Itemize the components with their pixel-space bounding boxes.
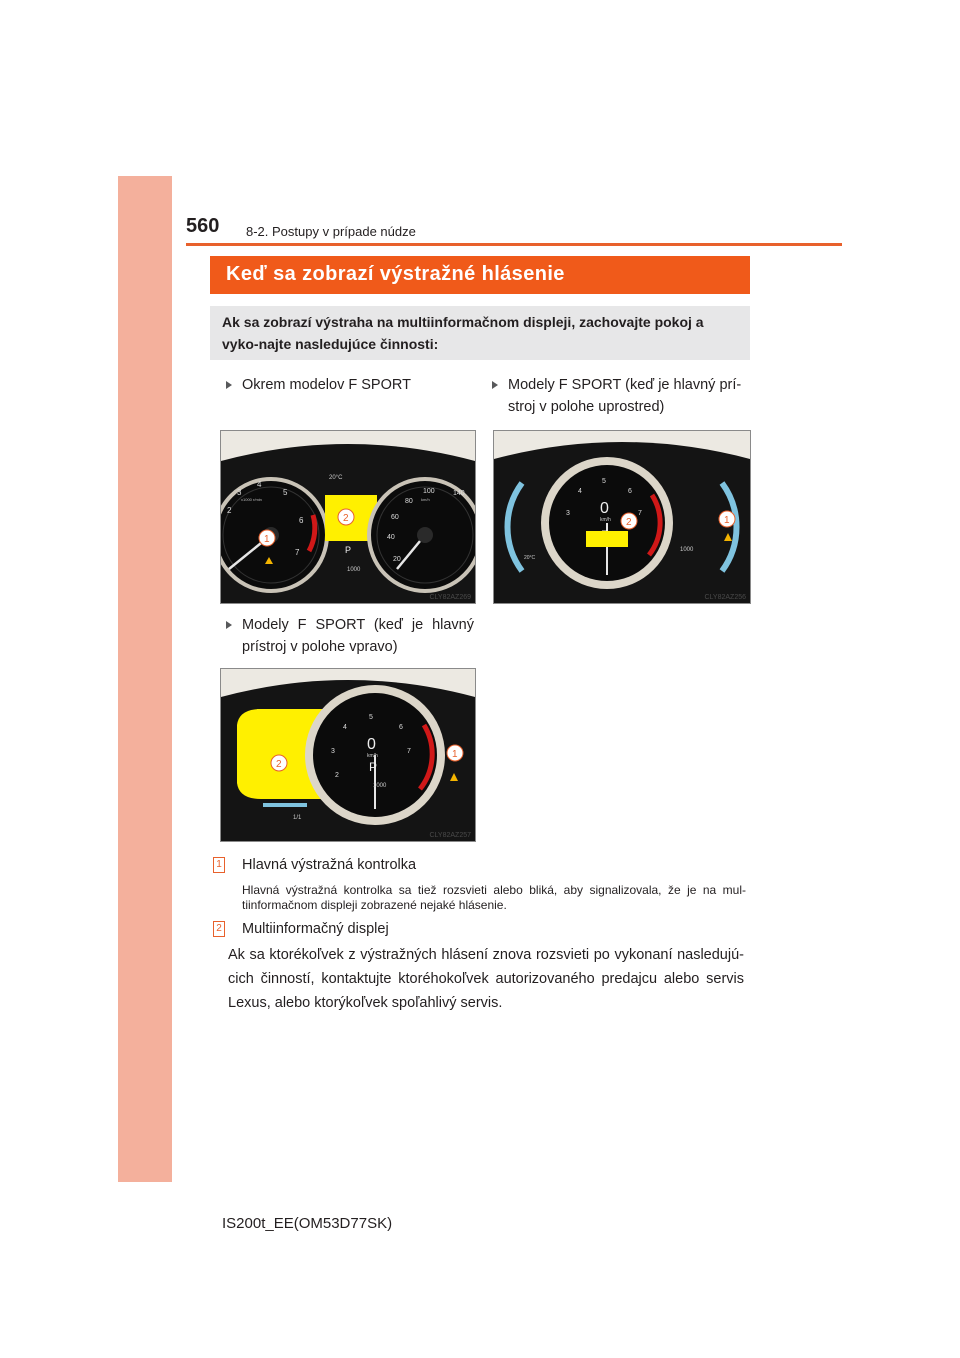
tick-label: 60	[391, 514, 399, 521]
legend-label: Multiinformačný displej	[242, 921, 389, 937]
legend-description: Hlavná výstražná kontrolka sa tiež rozsvieti alebo bliká, aby signalizovala, že je na mul-tiinformačnom displeji zobrazené nejaké hlásenie.	[242, 883, 746, 912]
tick-label: 80	[405, 498, 413, 505]
tick-label: 20	[393, 556, 401, 563]
section-title: 8-2. Postupy v prípade núdze	[246, 224, 416, 239]
variant-label: Modely F SPORT (keď je hlavný prí-stroj v polohe uprostred)	[492, 374, 748, 418]
rpm-unit: x1000 r/min	[241, 497, 262, 502]
callout-1	[719, 511, 735, 527]
kmh-unit: km/h	[367, 753, 378, 759]
tick-label: 3	[566, 510, 570, 517]
kmh-unit: km/h	[600, 517, 611, 523]
callout-2	[338, 509, 354, 525]
tick-label: 3	[237, 488, 242, 497]
speed-readout: 0	[367, 736, 376, 753]
tick-label: 2	[227, 506, 232, 515]
legend-label: Hlavná výstražná kontrolka	[242, 857, 417, 873]
callout-1	[259, 530, 275, 546]
multi-info-display	[586, 531, 628, 547]
footer-model-code: IS200t_EE(OM53D77SK)	[222, 1215, 393, 1232]
tick-label: 6	[399, 724, 403, 731]
svg-text:2: 2	[343, 513, 349, 524]
temp-readout: 20°C	[524, 555, 536, 561]
tick-label: 2	[335, 772, 339, 779]
svg-text:1: 1	[264, 534, 270, 545]
odometer: 1000	[347, 567, 361, 573]
cluster-illustration	[494, 431, 750, 603]
tick-label: 4	[578, 488, 582, 495]
variant-label: Modely F SPORT (keď je hlavný prístroj v polohe vpravo)	[226, 614, 474, 658]
legend-number: 2	[213, 921, 225, 937]
svg-text:2: 2	[276, 759, 282, 770]
side-tab	[118, 176, 172, 1182]
odometer: 1000	[680, 547, 694, 553]
tick-label: 5	[369, 714, 373, 721]
intro-box	[210, 306, 750, 360]
triangle-bullet-icon	[492, 381, 498, 389]
figure-code: CLY82AZ269	[429, 594, 471, 601]
variant-label: Okrem modelov F SPORT	[226, 374, 466, 396]
cluster-figure-fsport-right	[220, 668, 476, 842]
cluster-illustration	[221, 431, 475, 603]
gear-indicator: P	[369, 760, 378, 774]
body-paragraph: Ak sa ktorékoľvek z výstražných hlásení znova rozsvieti po vykonaní nasledujú-cich činností, kontaktujte ktoréhokoľvek autorizovaného predajcu alebo servis Lexus, alebo ktorýkoľvek spoľahlivý servis.	[228, 947, 744, 1011]
tick-label: 7	[407, 748, 411, 755]
triangle-bullet-icon	[226, 621, 232, 629]
figure-code: CLY82AZ257	[429, 832, 471, 839]
figure-code: CLY82AZ256	[704, 594, 746, 601]
tick-label: 6	[299, 516, 304, 525]
cluster-figure-fsport-center	[493, 430, 751, 604]
tick-label: 7	[295, 548, 300, 557]
triangle-bullet-icon	[226, 381, 232, 389]
cluster-illustration	[221, 669, 475, 841]
fuel-ratio: 1/1	[293, 815, 302, 821]
callout-2	[621, 513, 637, 529]
tick-label: 100	[423, 488, 435, 495]
tick-label: 5	[283, 488, 288, 497]
page-number: 560	[186, 215, 220, 237]
title-bar	[210, 256, 750, 294]
tick-label: 140	[453, 490, 465, 497]
header-divider	[186, 243, 842, 246]
tick-label: 3	[331, 748, 335, 755]
tick-label: 4	[343, 724, 347, 731]
tick-label: 4	[257, 480, 262, 489]
tick-label: 7	[638, 510, 642, 517]
cluster-figure-standard	[220, 430, 476, 604]
tick-label: 40	[387, 534, 395, 541]
speed-readout: 0	[600, 500, 609, 517]
svg-text:1: 1	[452, 749, 458, 760]
intro-text: Ak sa zobrazí výstraha na multiinformačnom displeji, zachovajte pokoj a vyko-najte nasledujúce činnosti:	[222, 314, 704, 352]
callout-1	[447, 745, 463, 761]
gear-indicator: P	[345, 545, 352, 555]
tick-label: 6	[628, 488, 632, 495]
kmh-unit: km/h	[421, 497, 430, 502]
temp-readout: 20°C	[329, 475, 343, 481]
legend-number: 1	[213, 857, 225, 873]
callout-2	[271, 755, 287, 771]
odometer: 1000	[373, 783, 387, 789]
tick-label: 5	[602, 478, 606, 485]
page-title: Keď sa zobrazí výstražné hlásenie	[226, 263, 565, 285]
svg-text:2: 2	[626, 517, 632, 528]
svg-text:1: 1	[724, 515, 730, 526]
